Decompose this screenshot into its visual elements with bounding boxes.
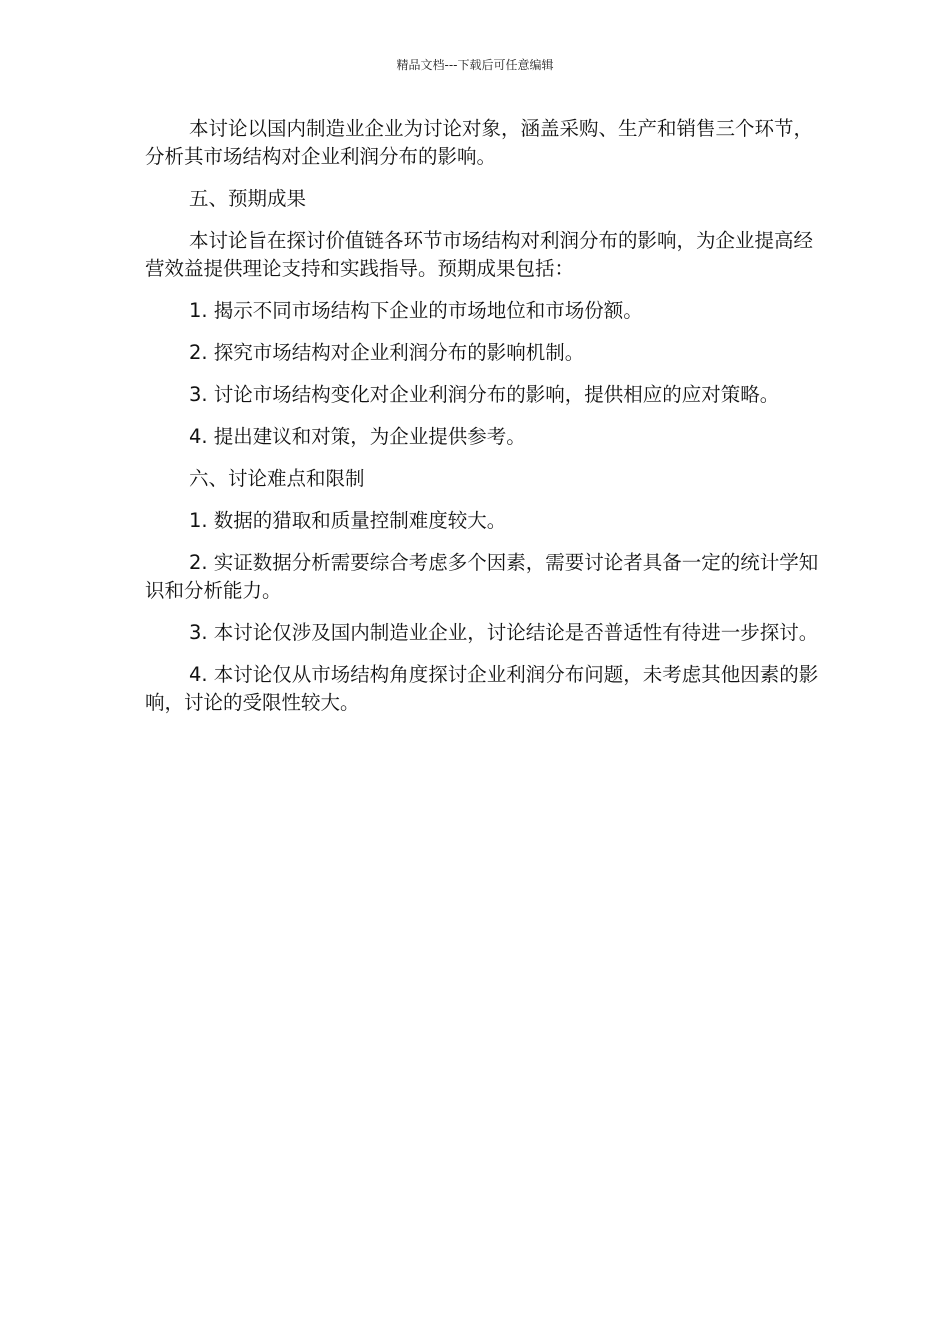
list-item-result-1: 1. 揭示不同市场结构下企业的市场地位和市场份额。 — [189, 299, 643, 322]
paragraph-scope: 本讨论以国内制造业企业为讨论对象，涵盖采购、生产和销售三个环节，分析其市场结构对企业利润分布的影响。 — [145, 117, 814, 168]
list-item-difficulty-4: 4. 本讨论仅从市场结构角度探讨企业利润分布问题，未考虑其他因素的影响，讨论的受限性较大。 — [145, 663, 819, 714]
document-body — [145, 115, 825, 717]
list-item-result-3: 3. 讨论市场结构变化对企业利润分布的影响，提供相应的应对策略。 — [189, 383, 780, 406]
list-item-result-2: 2. 探究市场结构对企业利润分布的影响机制。 — [189, 341, 585, 364]
list-item-result-4: 4. 提出建议和对策，为企业提供参考。 — [189, 425, 526, 448]
paragraph-expected-results-intro: 本讨论旨在探讨价值链各环节市场结构对利润分布的影响，为企业提高经营效益提供理论支持和实践指导。预期成果包括： — [145, 229, 814, 280]
list-item-difficulty-2: 2. 实证数据分析需要综合考虑多个因素，需要讨论者具备一定的统计学知识和分析能力。 — [145, 551, 819, 602]
page-header: 精品文档---下载后可任意编辑 — [396, 58, 554, 72]
list-item-difficulty-1: 1. 数据的猎取和质量控制难度较大。 — [189, 509, 507, 532]
section-heading-difficulties: 六、讨论难点和限制 — [189, 467, 365, 490]
section-heading-expected-results: 五、预期成果 — [189, 187, 307, 210]
list-item-difficulty-3: 3. 本讨论仅涉及国内制造业企业，讨论结论是否普适性有待进一步探讨。 — [189, 621, 819, 644]
